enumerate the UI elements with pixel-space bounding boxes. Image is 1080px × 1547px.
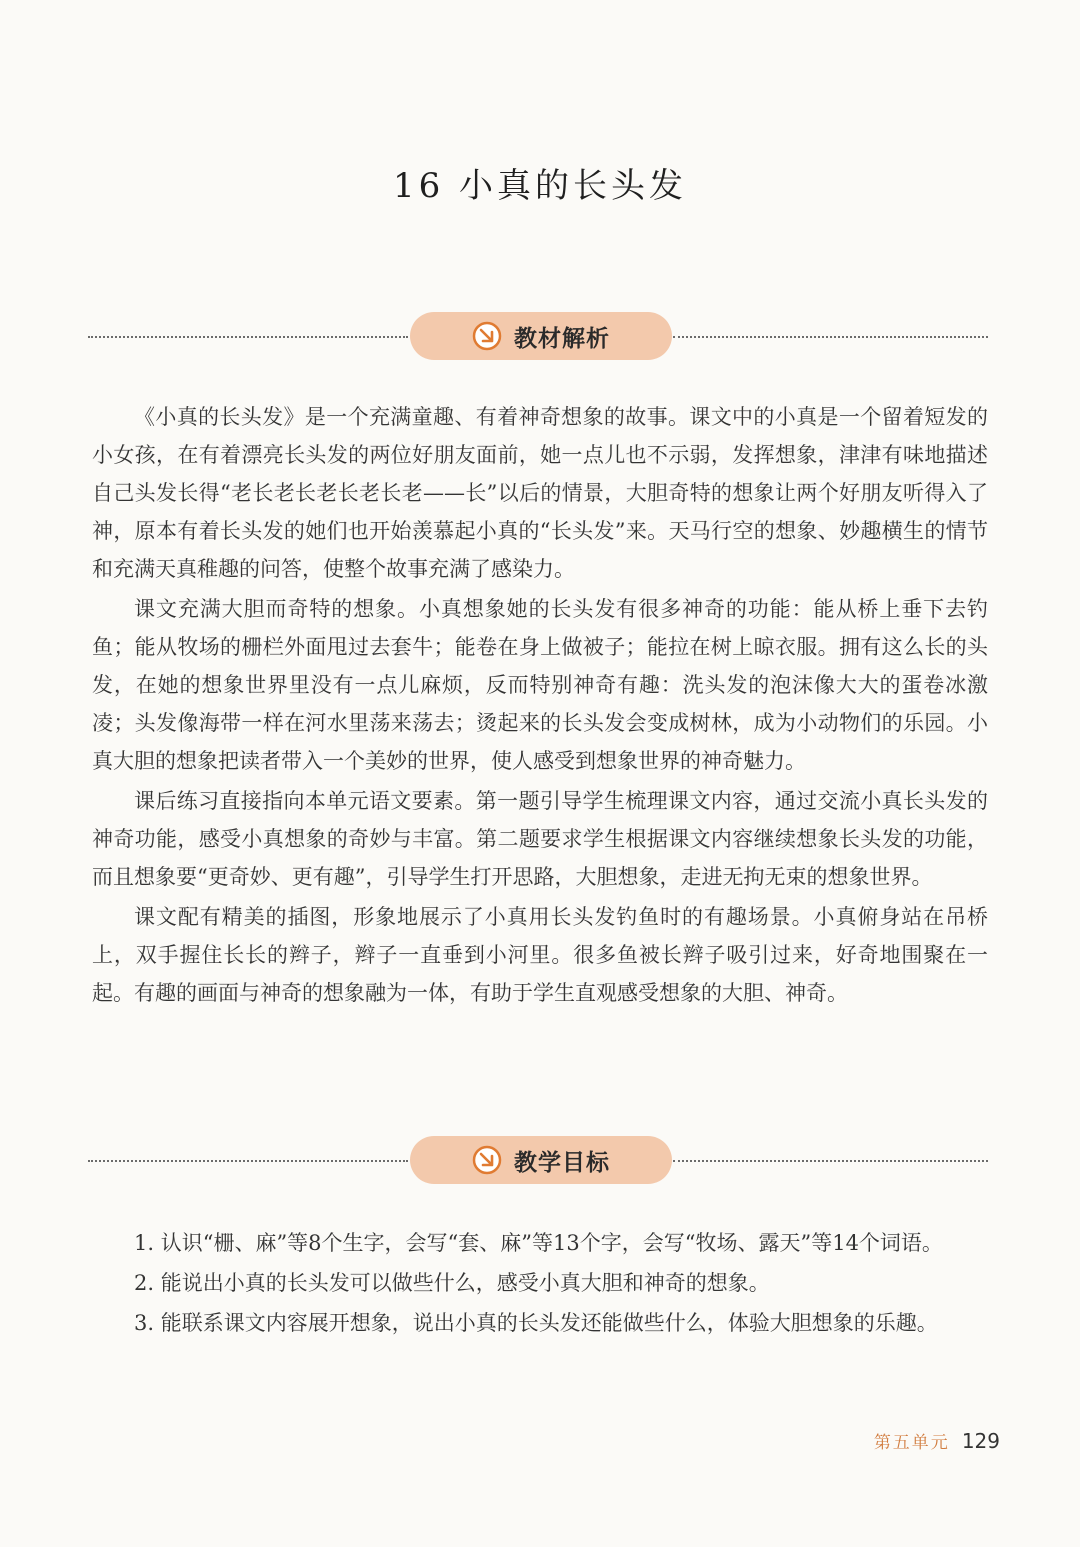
divider-dotted-right	[673, 1160, 988, 1162]
list-item: 2. 能说出小真的长头发可以做些什么，感受小真大胆和神奇的想象。	[134, 1271, 770, 1295]
unit-label: 第五单元	[873, 1433, 950, 1453]
section-label-pill	[410, 312, 672, 360]
objectives-list	[92, 1224, 988, 1342]
section-heading: 教材解析	[514, 325, 610, 352]
page-footer	[874, 1428, 1000, 1453]
list-item: 1. 认识“栅、麻”等8个生字，会写“套、麻”等13个字，会写“牧场、露天”等14个词语。	[134, 1231, 943, 1255]
circle-arrow-down-right-icon	[472, 1145, 502, 1175]
divider-dotted-left	[88, 336, 408, 338]
list-item: 3. 能联系课文内容展开想象，说出小真的长头发还能做些什么，体验大胆想象的乐趣。	[134, 1311, 938, 1335]
section-heading: 教学目标	[514, 1149, 610, 1176]
page-number: 129	[961, 1429, 1000, 1453]
circle-arrow-down-right-icon	[472, 321, 502, 351]
analysis-body	[92, 398, 988, 1012]
section-label-pill	[410, 1136, 672, 1184]
section-header-objectives	[88, 1136, 988, 1186]
page-title: 16 小真的长头发	[392, 166, 688, 206]
paragraph: 课后练习直接指向本单元语文要素。第一题引导学生梳理课文内容，通过交流小真长头发的神奇功能，感受小真想象的奇妙与丰富。第二题要求学生根据课文内容继续想象长头发的功能，而且想象要“更奇妙、更有趣”，引导学生打开思路，大胆想象，走进无拘无束的想象世界。	[92, 789, 988, 889]
section-header-analysis	[88, 312, 988, 362]
paragraph: 《小真的长头发》是一个充满童趣、有着神奇想象的故事。课文中的小真是一个留着短发的小女孩，在有着漂亮长头发的两位好朋友面前，她一点儿也不示弱，发挥想象，津津有味地描述自己头发长得“老长老长老长老长老——长”以后的情景，大胆奇特的想象让两个好朋友听得入了神，原本有着长头发的她们也开始羡慕起小真的“长头发”来。天马行空的想象、妙趣横生的情节和充满天真稚趣的问答，使整个故事充满了感染力。	[92, 405, 988, 581]
paragraph: 课文配有精美的插图，形象地展示了小真用长头发钓鱼时的有趣场景。小真俯身站在吊桥上，双手握住长长的辫子，辫子一直垂到小河里。很多鱼被长辫子吸引过来，好奇地围聚在一起。有趣的画面与神奇的想象融为一体，有助于学生直观感受想象的大胆、神奇。	[92, 905, 988, 1005]
paragraph: 课文充满大胆而奇特的想象。小真想象她的长头发有很多神奇的功能：能从桥上垂下去钓鱼；能从牧场的栅栏外面甩过去套牛；能卷在身上做被子；能拉在树上晾衣服。拥有这么长的头发，在她的想象世界里没有一点儿麻烦，反而特别神奇有趣：洗头发的泡沫像大大的蛋卷冰激凌；头发像海带一样在河水里荡来荡去；烫起来的长头发会变成树林，成为小动物们的乐园。小真大胆的想象把读者带入一个美妙的世界，使人感受到想象世界的神奇魅力。	[92, 597, 988, 773]
divider-dotted-left	[88, 1160, 408, 1162]
divider-dotted-right	[673, 336, 988, 338]
